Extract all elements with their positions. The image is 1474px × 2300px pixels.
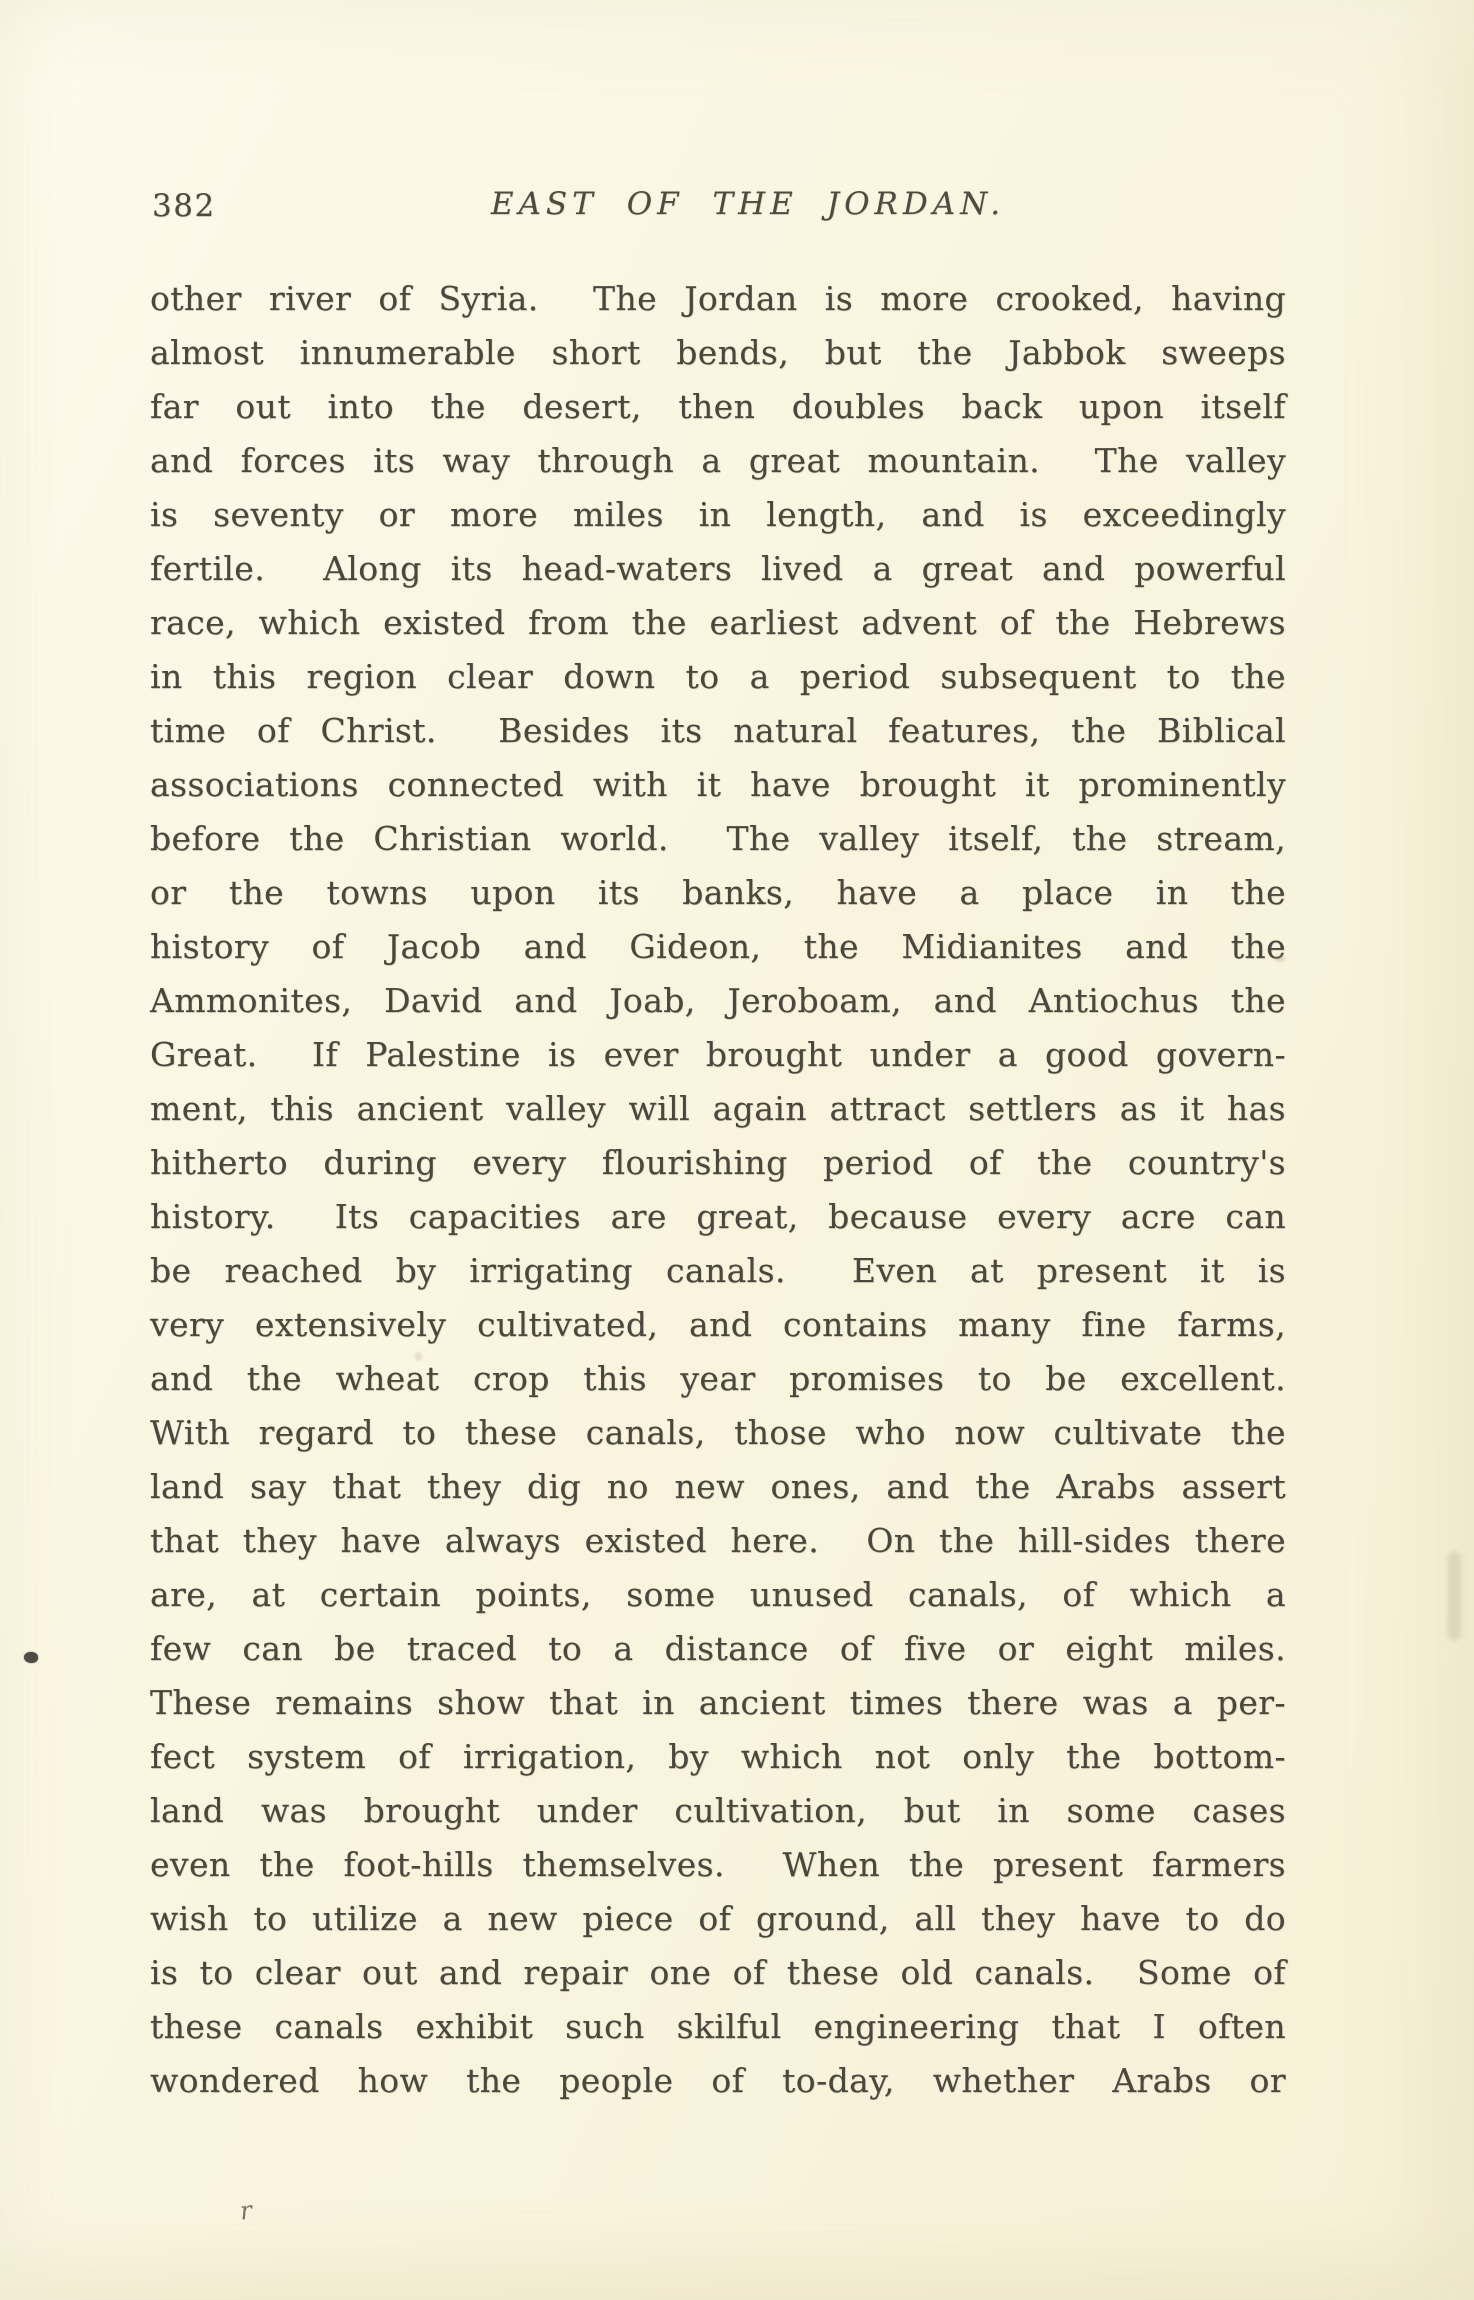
paper-blemish bbox=[415, 1352, 422, 1361]
paper-blemish bbox=[1275, 955, 1285, 962]
text-line: and the wheat crop this year promises to be excellent. bbox=[150, 1359, 1286, 1398]
text-line: Ammonites, David and Joab, Jeroboam, and Antiochus the bbox=[150, 981, 1286, 1020]
running-title: EAST OF THE JORDAN. bbox=[490, 186, 1006, 222]
text-line: race, which existed from the earliest advent of the Hebrews bbox=[150, 603, 1286, 642]
text-line: is to clear out and repair one of these old canals. Some of bbox=[150, 1953, 1286, 1992]
text-line: or the towns upon its banks, have a place in the bbox=[150, 873, 1286, 912]
text-line: be reached by irrigating canals. Even at present it is bbox=[150, 1251, 1286, 1290]
text-line: Great. If Palestine is ever brought under a good govern- bbox=[150, 1035, 1286, 1074]
margin-ink-dot bbox=[24, 1652, 38, 1663]
text-line: wondered how the people of to-day, whether Arabs or bbox=[150, 2061, 1286, 2100]
text-line: time of Christ. Besides its natural features, the Biblical bbox=[150, 711, 1286, 750]
text-line: these canals exhibit such skilful engineering that I often bbox=[150, 2007, 1286, 2046]
text-line: history. Its capacities are great, because every acre can bbox=[150, 1197, 1286, 1236]
text-line: very extensively cultivated, and contains many fine farms, bbox=[150, 1305, 1286, 1344]
text-line: few can be traced to a distance of five or eight miles. bbox=[150, 1629, 1286, 1668]
text-line: before the Christian world. The valley itself, the stream, bbox=[150, 819, 1286, 858]
printers-mark: r bbox=[238, 2195, 254, 2226]
text-line: in this region clear down to a period subsequent to the bbox=[150, 657, 1286, 696]
body-text bbox=[150, 272, 1286, 2108]
text-line: wish to utilize a new piece of ground, all they have to do bbox=[150, 1899, 1286, 1938]
text-line: other river of Syria. The Jordan is more crooked, having bbox=[150, 279, 1286, 318]
text-line: ment, this ancient valley will again attract settlers as it has bbox=[150, 1089, 1286, 1128]
text-line: fect system of irrigation, by which not only the bottom- bbox=[150, 1737, 1286, 1776]
text-line: fertile. Along its head-waters lived a great and powerful bbox=[150, 549, 1286, 588]
text-line: and forces its way through a great mountain. The valley bbox=[150, 441, 1286, 480]
text-line: associations connected with it have brought it prominently bbox=[150, 765, 1286, 804]
text-line: is seventy or more miles in length, and is exceedingly bbox=[150, 495, 1286, 534]
text-line: hitherto during every flourishing period of the country's bbox=[150, 1143, 1286, 1182]
running-header bbox=[150, 186, 1286, 230]
text-line: that they have always existed here. On the hill-sides there bbox=[150, 1521, 1286, 1560]
text-line: With regard to these canals, those who now cultivate the bbox=[150, 1413, 1286, 1452]
text-line: land say that they dig no new ones, and the Arabs assert bbox=[150, 1467, 1286, 1506]
text-line: are, at certain points, some unused canals, of which a bbox=[150, 1575, 1286, 1614]
text-line: almost innumerable short bends, but the Jabbok sweeps bbox=[150, 333, 1286, 372]
text-line: even the foot-hills themselves. When the present farmers bbox=[150, 1845, 1286, 1884]
text-line: history of Jacob and Gideon, the Midianites and the bbox=[150, 927, 1286, 966]
page-edge-smudge bbox=[1448, 1552, 1461, 1640]
text-line: land was brought under cultivation, but in some cases bbox=[150, 1791, 1286, 1830]
text-line: These remains show that in ancient times there was a per- bbox=[150, 1683, 1286, 1722]
page-number: 382 bbox=[152, 188, 216, 224]
text-line: far out into the desert, then doubles back upon itself bbox=[150, 387, 1286, 426]
